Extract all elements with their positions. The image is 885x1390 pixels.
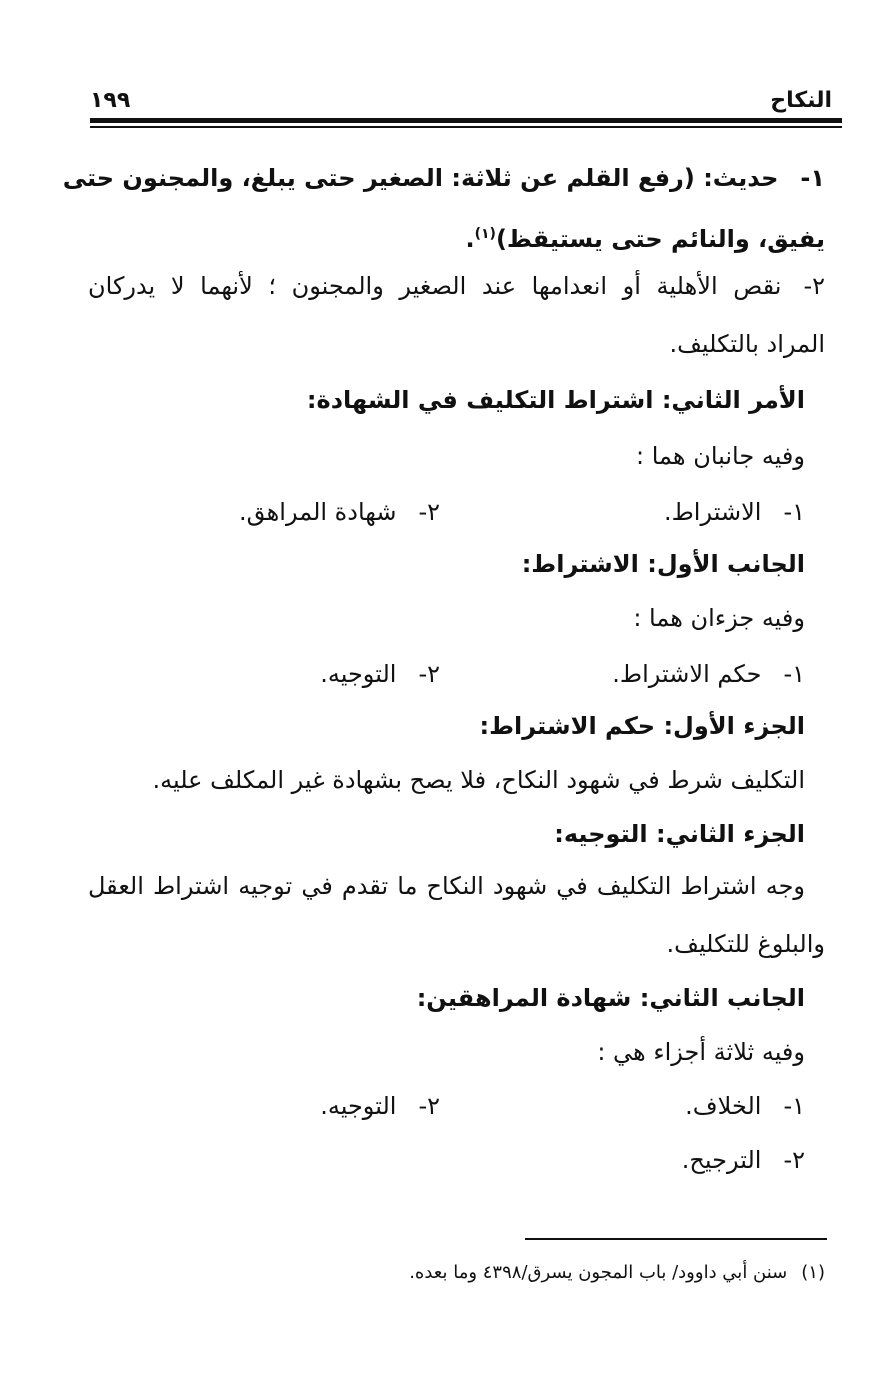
footnote-number: (١): [801, 1262, 825, 1283]
side1-label: الاشتراط.: [663, 498, 762, 526]
intro-two-sides: وفيه جانبان هما :: [636, 442, 805, 470]
part1-label: حكم الاشتراط.: [612, 660, 762, 688]
intro-three-parts: وفيه ثلاثة أجزاء هي :: [597, 1038, 805, 1066]
item1-number: ١-: [800, 164, 825, 192]
item1-line1: [62, 160, 825, 196]
item2-text-line2: المراد بالتكليف.: [669, 330, 825, 358]
intro-two-parts: وفيه جزءان هما :: [633, 604, 805, 632]
footnote-rule: [525, 1238, 827, 1240]
side1-number: ١-: [783, 498, 805, 526]
item2-text-line1: نقص الأهلية أو انعدامها عند الصغير والمجنون ؛ لأنهما لا يدركان: [88, 272, 782, 300]
item1-text-line1: حديث: (رفع القلم عن ثلاثة: الصغير حتى يبلغ، والمجنون حتى: [62, 164, 779, 192]
heading-second-part: الجزء الثاني: التوجيه:: [554, 820, 805, 848]
side1-item: [664, 494, 805, 530]
side2-number: ٢-: [418, 498, 440, 526]
header-rule-thin: [90, 126, 842, 128]
footnote-text: سنن أبي داوود/ باب المجون يسرق/٤٣٩٨ وما بعده.: [409, 1262, 788, 1283]
sub3-label: الترجيح.: [681, 1146, 762, 1174]
page-header: [90, 82, 832, 122]
item2-line1: [88, 268, 825, 304]
item2-number: ٢-: [803, 272, 825, 300]
heading-second-matter: الأمر الثاني: اشتراط التكليف في الشهادة:: [306, 386, 805, 414]
side2-item: [239, 494, 440, 530]
side2-label: شهادة المراهق.: [238, 498, 397, 526]
item2-line2: [669, 326, 825, 362]
part2-number: ٢-: [418, 660, 440, 688]
item1-line2: [465, 216, 825, 257]
ruling-text: التكليف شرط في شهود النكاح، فلا يصح بشهادة غير المكلف عليه.: [152, 766, 805, 794]
heading-first-side: الجانب الأول: الاشتراط:: [521, 550, 805, 578]
justification-line1: وجه اشتراط التكليف في شهود النكاح ما تقدم في توجيه اشتراط العقل: [88, 872, 805, 900]
header-rule-thick: [90, 118, 842, 123]
heading-second-side: الجانب الثاني: شهادة المراهقين:: [416, 984, 805, 1012]
running-title: النكاح: [770, 88, 832, 113]
justification-line2: والبلوغ للتكليف.: [666, 930, 825, 958]
sub3-number: ٢-: [783, 1146, 805, 1174]
part2-item: [320, 656, 440, 692]
footnote-reference: (١): [474, 226, 496, 242]
sub1-label: الخلاف.: [685, 1092, 762, 1120]
sub2-label: التوجيه.: [320, 1092, 397, 1120]
part1-number: ١-: [783, 660, 805, 688]
heading-first-part: الجزء الأول: حكم الاشتراط:: [479, 712, 805, 740]
sub3-item: [682, 1142, 805, 1178]
sub2-number: ٢-: [418, 1092, 440, 1120]
sub1-number: ١-: [783, 1092, 805, 1120]
page-number: ١٩٩: [90, 88, 131, 113]
part2-label: التوجيه.: [320, 660, 397, 688]
item1-text-line2: يفيق، والنائم حتى يستيقظ): [495, 225, 825, 253]
sub1-item: [685, 1088, 805, 1124]
part1-item: [612, 656, 805, 692]
item1-end: .: [465, 225, 475, 253]
sub2-item: [320, 1088, 440, 1124]
footnote: [409, 1262, 825, 1283]
